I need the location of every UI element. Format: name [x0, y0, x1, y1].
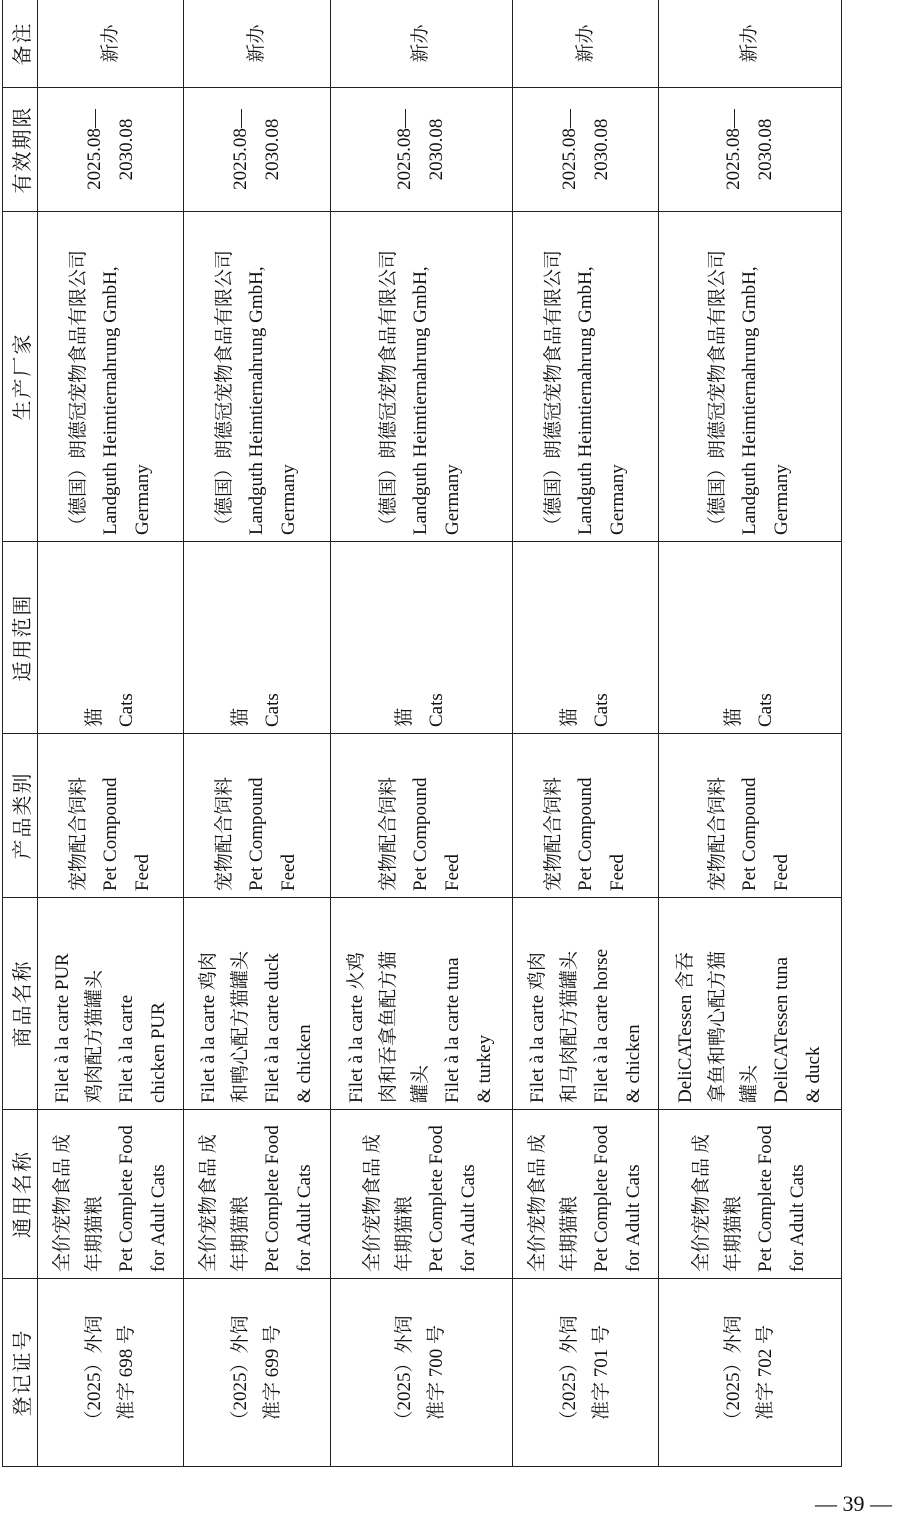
manufacturer-line: Germany: [771, 464, 793, 535]
category-cell: [659, 734, 842, 898]
category-line: Pet Compound: [574, 777, 596, 891]
category-cell: [330, 734, 513, 898]
manufacturer-line: Landguth Heimtiernahrung GmbH,: [99, 266, 121, 535]
generic-name-line: Pet Complete Food: [755, 1125, 777, 1272]
trade-name-line: 罐头: [410, 1064, 432, 1103]
scope-cell: [513, 542, 659, 734]
generic-name-cell: [184, 1110, 330, 1279]
reg-no-line: 准字 698 号: [115, 1325, 137, 1421]
trade-name-line: Filet à la carte PUR: [51, 953, 73, 1103]
validity-cell: [38, 88, 184, 212]
trade-name-cell: [513, 898, 659, 1110]
manufacturer-line: Germany: [606, 464, 628, 535]
category-line: Pet Compound: [245, 777, 267, 891]
manufacturer-cell: [184, 212, 330, 542]
scope-line: 猫: [83, 707, 105, 727]
trade-name-line: DeliCATessen tuna: [771, 957, 793, 1103]
category-line: Feed: [442, 854, 464, 891]
generic-name-line: for Adult Cats: [622, 1164, 644, 1272]
trade-name-line: Filet à la carte 火鸡: [346, 952, 368, 1103]
generic-name-line: 全价宠物食品 成: [362, 1134, 384, 1272]
category-cell: [184, 734, 330, 898]
note-cell: 新办: [184, 0, 330, 88]
trade-name-cell: [330, 898, 513, 1110]
scope-cell: [38, 542, 184, 734]
reg-no-line: 准字 699 号: [261, 1325, 283, 1421]
manufacturer-line: Landguth Heimtiernahrung GmbH,: [574, 266, 596, 535]
trade-name-line: Filet à la carte duck: [261, 953, 283, 1103]
validity-line: 2030.08: [115, 118, 137, 181]
manufacturer-line: （德国）朗德冠宠物食品有限公司: [213, 249, 235, 535]
generic-name-line: 全价宠物食品 成: [691, 1134, 713, 1272]
manufacturer-cell: [38, 212, 184, 542]
generic-name-line: Pet Complete Food: [590, 1125, 612, 1272]
note-cell: 新办: [38, 0, 184, 88]
trade-name-line: chicken PUR: [147, 1002, 169, 1103]
trade-name-cell: [184, 898, 330, 1110]
generic-name-line: 年期猫粮: [229, 1195, 251, 1272]
manufacturer-line: Germany: [131, 464, 153, 535]
validity-line: 2025.08—: [229, 109, 251, 190]
generic-name-line: Pet Complete Food: [426, 1125, 448, 1272]
generic-name-cell: [38, 1110, 184, 1279]
header-reg-no: 登记证号: [3, 1279, 38, 1467]
manufacturer-line: Germany: [277, 464, 299, 535]
generic-name-line: 年期猫粮: [83, 1195, 105, 1272]
reg-no-cell: [330, 1279, 513, 1467]
table-row: [659, 0, 842, 1467]
validity-cell: [330, 88, 513, 212]
registration-table: [2, 0, 842, 1467]
validity-line: 2030.08: [426, 118, 448, 181]
manufacturer-line: （德国）朗德冠宠物食品有限公司: [542, 249, 564, 535]
generic-name-line: 年期猫粮: [394, 1195, 416, 1272]
generic-name-line: Pet Complete Food: [261, 1125, 283, 1272]
header-scope: 适用范围: [3, 542, 38, 734]
scope-line: Cats: [755, 693, 777, 727]
header-generic-name: 通用名称: [3, 1110, 38, 1279]
note-cell: 新办: [513, 0, 659, 88]
scope-line: 猫: [723, 707, 745, 727]
header-note: 备注: [3, 0, 38, 88]
scope-line: Cats: [590, 693, 612, 727]
generic-name-line: for Adult Cats: [458, 1164, 480, 1272]
page-number: — 39 —: [815, 1491, 892, 1516]
trade-name-line: Filet à la carte: [115, 994, 137, 1103]
validity-line: 2025.08—: [723, 109, 745, 190]
trade-name-line: 肉和吞拿鱼配方猫: [378, 950, 400, 1103]
table-row: [184, 0, 330, 1467]
category-line: Feed: [131, 854, 153, 891]
category-line: 宠物配合饲料: [707, 776, 729, 891]
table-row: [38, 0, 184, 1467]
trade-name-line: Filet à la carte 鸡肉: [526, 952, 548, 1103]
reg-no-cell: [184, 1279, 330, 1467]
note-cell: 新办: [330, 0, 513, 88]
scope-cell: [659, 542, 842, 734]
manufacturer-cell: [513, 212, 659, 542]
manufacturer-cell: [659, 212, 842, 542]
trade-name-line: & turkey: [474, 1034, 496, 1103]
table-row: [330, 0, 513, 1467]
reg-no-line: （2025）外饲: [723, 1315, 745, 1430]
manufacturer-cell: [330, 212, 513, 542]
category-line: 宠物配合饲料: [542, 776, 564, 891]
scope-cell: [330, 542, 513, 734]
generic-name-cell: [513, 1110, 659, 1279]
generic-name-line: 全价宠物食品 成: [197, 1134, 219, 1272]
trade-name-line: 罐头: [739, 1064, 761, 1103]
trade-name-cell: [38, 898, 184, 1110]
header-trade-name: 商品名称: [3, 898, 38, 1110]
generic-name-line: for Adult Cats: [787, 1164, 809, 1272]
reg-no-line: 准字 700 号: [426, 1325, 448, 1421]
reg-no-cell: [659, 1279, 842, 1467]
category-line: Feed: [277, 854, 299, 891]
reg-no-line: 准字 701 号: [590, 1325, 612, 1421]
scope-line: Cats: [261, 693, 283, 727]
trade-name-cell: [659, 898, 842, 1110]
category-line: Feed: [606, 854, 628, 891]
manufacturer-line: Landguth Heimtiernahrung GmbH,: [410, 266, 432, 535]
table-header-row: [3, 0, 38, 1467]
validity-line: 2025.08—: [83, 109, 105, 190]
generic-name-line: 全价宠物食品 成: [51, 1134, 73, 1272]
trade-name-line: 拿鱼和鸭心配方猫: [707, 950, 729, 1103]
reg-no-line: （2025）外饲: [394, 1315, 416, 1430]
trade-name-line: & chicken: [293, 1024, 315, 1103]
trade-name-line: 和马肉配方猫罐头: [558, 950, 580, 1103]
manufacturer-line: （德国）朗德冠宠物食品有限公司: [67, 249, 89, 535]
category-line: Pet Compound: [739, 777, 761, 891]
generic-name-line: 全价宠物食品 成: [526, 1134, 548, 1272]
validity-line: 2025.08—: [558, 109, 580, 190]
generic-name-line: Pet Complete Food: [115, 1125, 137, 1272]
reg-no-line: （2025）外饲: [558, 1315, 580, 1430]
validity-cell: [184, 88, 330, 212]
generic-name-cell: [659, 1110, 842, 1279]
scope-line: 猫: [394, 707, 416, 727]
scope-line: Cats: [115, 693, 137, 727]
trade-name-line: 鸡肉配方猫罐头: [83, 969, 105, 1103]
header-manufacturer: 生产厂家: [3, 212, 38, 542]
trade-name-line: & chicken: [622, 1024, 644, 1103]
category-line: 宠物配合饲料: [213, 776, 235, 891]
trade-name-line: & duck: [803, 1046, 825, 1103]
reg-no-cell: [38, 1279, 184, 1467]
category-cell: [38, 734, 184, 898]
validity-cell: [513, 88, 659, 212]
manufacturer-line: （德国）朗德冠宠物食品有限公司: [707, 249, 729, 535]
validity-line: 2030.08: [261, 118, 283, 181]
header-category: 产品类别: [3, 734, 38, 898]
trade-name-line: Filet à la carte horse: [590, 948, 612, 1103]
generic-name-cell: [330, 1110, 513, 1279]
category-line: Pet Compound: [410, 777, 432, 891]
header-validity: 有效期限: [3, 88, 38, 212]
manufacturer-line: Germany: [442, 464, 464, 535]
category-cell: [513, 734, 659, 898]
scope-cell: [184, 542, 330, 734]
generic-name-line: for Adult Cats: [293, 1164, 315, 1272]
table-row: [513, 0, 659, 1467]
reg-no-cell: [513, 1279, 659, 1467]
validity-line: 2030.08: [755, 118, 777, 181]
generic-name-line: 年期猫粮: [558, 1195, 580, 1272]
category-line: Feed: [771, 854, 793, 891]
category-line: 宠物配合饲料: [67, 776, 89, 891]
generic-name-line: for Adult Cats: [147, 1164, 169, 1272]
reg-no-line: （2025）外饲: [83, 1315, 105, 1430]
manufacturer-line: Landguth Heimtiernahrung GmbH,: [245, 266, 267, 535]
note-cell: 新办: [659, 0, 842, 88]
category-line: 宠物配合饲料: [378, 776, 400, 891]
manufacturer-line: （德国）朗德冠宠物食品有限公司: [378, 249, 400, 535]
reg-no-line: （2025）外饲: [229, 1315, 251, 1430]
trade-name-line: 和鸭心配方猫罐头: [229, 950, 251, 1103]
scope-line: 猫: [558, 707, 580, 727]
manufacturer-line: Landguth Heimtiernahrung GmbH,: [739, 266, 761, 535]
trade-name-line: Filet à la carte tuna: [442, 957, 464, 1103]
validity-line: 2025.08—: [394, 109, 416, 190]
validity-line: 2030.08: [590, 118, 612, 181]
scope-line: Cats: [426, 693, 448, 727]
scope-line: 猫: [229, 707, 251, 727]
trade-name-line: DeliCATessen 含吞: [675, 951, 697, 1103]
validity-cell: [659, 88, 842, 212]
generic-name-line: 年期猫粮: [723, 1195, 745, 1272]
trade-name-line: Filet à la carte 鸡肉: [197, 952, 219, 1103]
category-line: Pet Compound: [99, 777, 121, 891]
reg-no-line: 准字 702 号: [755, 1325, 777, 1421]
